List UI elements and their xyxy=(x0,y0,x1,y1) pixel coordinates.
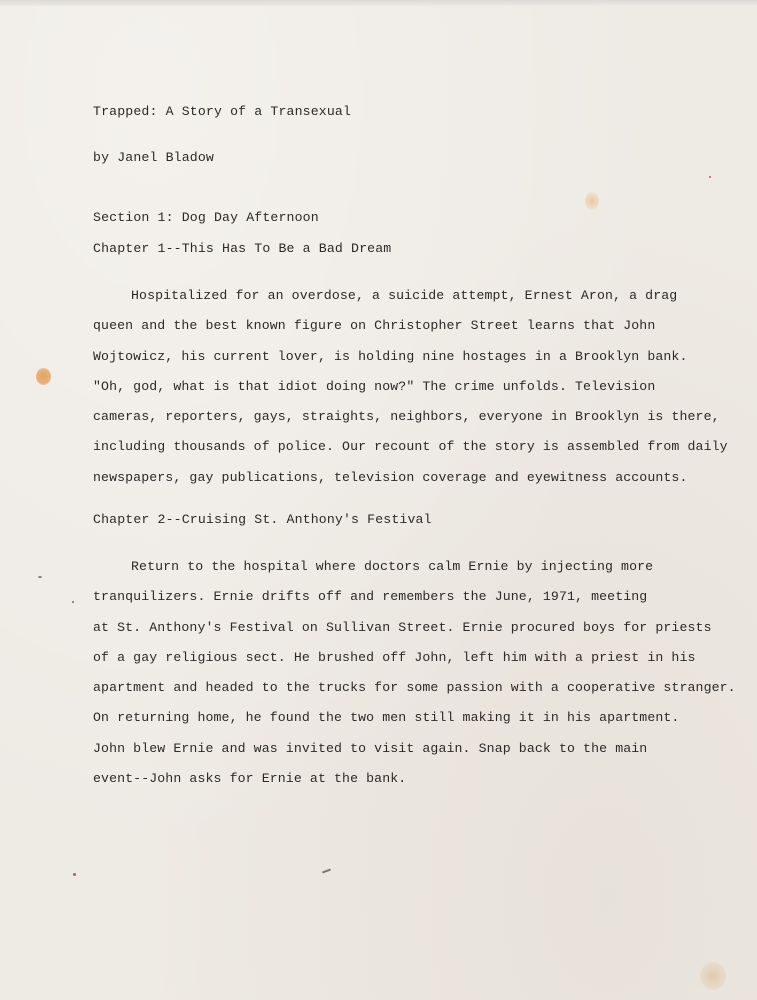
section-heading: Section 1: Dog Day Afternoon xyxy=(93,210,319,225)
paragraph-line: cameras, reporters, gays, straights, neighbors, everyone in Brooklyn is there, xyxy=(93,409,720,425)
chapter-2-heading: Chapter 2--Cruising St. Anthony's Festival xyxy=(93,512,432,527)
paragraph-line: event--John asks for Ernie at the bank. xyxy=(93,771,407,787)
paragraph-line: Return to the hospital where doctors calm Ernie by injecting more xyxy=(131,559,654,574)
orange-stain-left xyxy=(36,368,51,385)
tiny-marks xyxy=(38,576,42,578)
chapter-2-paragraph xyxy=(93,552,736,794)
paragraph-line: tranquilizers. Ernie drifts off and remembers the June, 1971, meeting xyxy=(93,589,648,605)
paragraph-line: On returning home, he found the two men still making it in his apartment. xyxy=(93,710,680,726)
paragraph-line: of a gay religious sect. He brushed off John, left him with a priest in his xyxy=(93,649,696,665)
small-dot-mark xyxy=(72,601,74,603)
pencil-mark xyxy=(322,869,331,874)
document-author: by Janel Bladow xyxy=(93,150,214,165)
paragraph-line: Hospitalized for an overdose, a suicide attempt, Ernest Aron, a drag xyxy=(131,288,678,303)
faint-stain-top-right xyxy=(585,192,599,210)
paragraph-line: queen and the best known figure on Christopher Street learns that John xyxy=(93,318,656,334)
document-title: Trapped: A Story of a Transexual xyxy=(93,104,352,119)
red-dot-mark-right xyxy=(709,176,711,178)
page-top-edge xyxy=(0,0,757,6)
red-dot-mark xyxy=(73,873,76,876)
paragraph-line: John blew Ernie and was invited to visit again. Snap back to the main xyxy=(93,740,648,756)
paragraph-line: "Oh, god, what is that idiot doing now?" The crime unfolds. Television xyxy=(93,378,656,394)
paragraph-line: at St. Anthony's Festival on Sullivan Street. Ernie procured boys for priests xyxy=(93,619,712,635)
paragraph-line: apartment and headed to the trucks for some passion with a cooperative stranger. xyxy=(93,680,736,696)
paragraph-line: including thousands of police. Our recount of the story is assembled from daily xyxy=(93,439,728,455)
paragraph-line: Wojtowicz, his current lover, is holding nine hostages in a Brooklyn bank. xyxy=(93,348,688,364)
faint-stain-bottom-right xyxy=(700,962,726,990)
chapter-1-heading: Chapter 1--This Has To Be a Bad Dream xyxy=(93,241,392,256)
chapter-1-paragraph xyxy=(93,281,728,493)
paragraph-line: newspapers, gay publications, television coverage and eyewitness accounts. xyxy=(93,469,688,485)
